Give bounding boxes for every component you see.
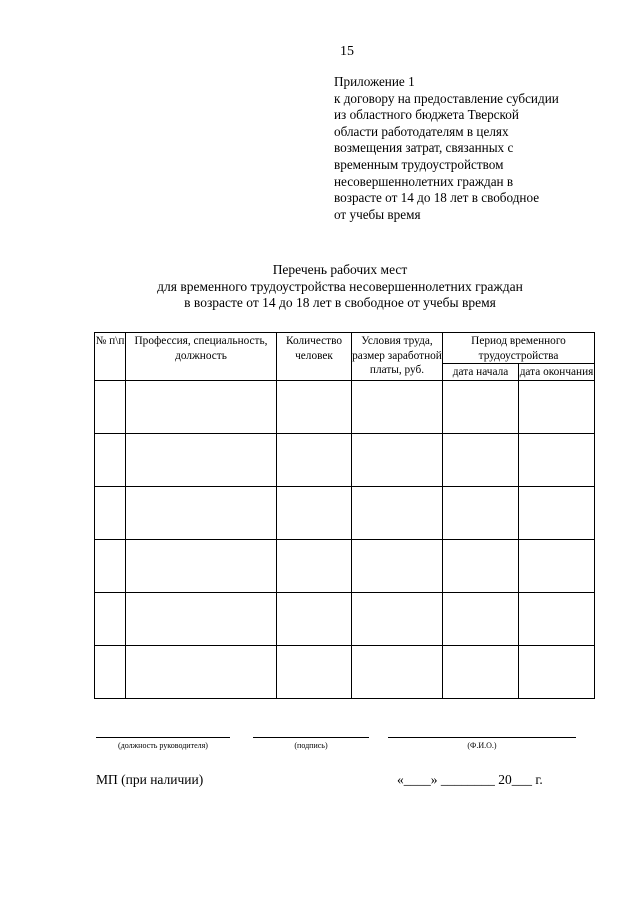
workplaces-table (94, 332, 595, 699)
table-cell[interactable] (443, 380, 519, 433)
appendix-line: из областного бюджета Тверской (334, 107, 519, 123)
title-line-1: Перечень рабочих мест (272, 262, 408, 277)
appendix-line: временным трудоустройством (334, 156, 504, 172)
table-cell[interactable] (443, 486, 519, 539)
table-cell[interactable] (95, 433, 126, 486)
position-signature-line[interactable] (96, 737, 230, 738)
appendix-line: возрасте от 14 до 18 лет в свободное (334, 190, 540, 206)
table-cell[interactable] (352, 539, 443, 592)
appendix-line: возмещения затрат, связанных с (334, 140, 514, 156)
header-profession: Профессия, специальность, должность (126, 333, 277, 381)
title-line-3: в возрасте от 14 до 18 лет в свободное от учебы время (184, 295, 496, 310)
position-label: (должность руководителя) (118, 741, 208, 750)
appendix-line: несовершеннолетних граждан в (334, 173, 514, 189)
table-cell[interactable] (519, 592, 595, 645)
title-line-2: для временного трудоустройства несовершеннолетних граждан (157, 278, 523, 294)
table-cell[interactable] (277, 645, 352, 698)
header-conditions: Условия труда, размер заработной платы, руб. (352, 333, 443, 381)
table-cell[interactable] (277, 433, 352, 486)
table-cell[interactable] (95, 592, 126, 645)
table-row (95, 539, 595, 592)
stamp-placeholder: МП (при наличии) (96, 772, 204, 787)
table-cell[interactable] (126, 380, 277, 433)
table-cell[interactable] (126, 645, 277, 698)
table-row (95, 486, 595, 539)
signature-label: (подпись) (294, 741, 328, 750)
signature-line[interactable] (253, 737, 369, 738)
table-cell[interactable] (519, 380, 595, 433)
table-cell[interactable] (443, 645, 519, 698)
table-cell[interactable] (95, 380, 126, 433)
header-count: Количество человек (277, 333, 352, 381)
appendix-line: области работодателям в целях (334, 123, 509, 139)
table-cell[interactable] (443, 433, 519, 486)
table-cell[interactable] (519, 539, 595, 592)
table-cell[interactable] (519, 433, 595, 486)
table-cell[interactable] (277, 539, 352, 592)
appendix-header (334, 74, 614, 223)
header-period: Период временного трудоустройства (443, 333, 595, 364)
date-field[interactable]: «____» ________ 20___ г. (397, 772, 543, 787)
name-label: (Ф.И.О.) (467, 741, 497, 750)
table-row (95, 433, 595, 486)
table-cell[interactable] (126, 539, 277, 592)
table-cell[interactable] (352, 645, 443, 698)
table-cell[interactable] (126, 592, 277, 645)
table-row (95, 380, 595, 433)
page-number: 15 (340, 44, 354, 59)
table-cell[interactable] (95, 539, 126, 592)
table-cell[interactable] (352, 486, 443, 539)
header-number: № п\п (95, 333, 126, 381)
table-cell[interactable] (277, 592, 352, 645)
header-end-date: дата окончания (519, 364, 595, 381)
table-cell[interactable] (95, 645, 126, 698)
table-cell[interactable] (126, 433, 277, 486)
table-cell[interactable] (352, 433, 443, 486)
table-cell[interactable] (443, 539, 519, 592)
name-signature-line[interactable] (388, 737, 576, 738)
table-row (95, 592, 595, 645)
appendix-line: Приложение 1 (334, 74, 415, 89)
table-cell[interactable] (126, 486, 277, 539)
table-cell[interactable] (95, 486, 126, 539)
table-cell[interactable] (277, 380, 352, 433)
header-start-date: дата начала (443, 364, 519, 381)
document-title (60, 262, 620, 312)
appendix-line: к договору на предоставление субсидии (334, 90, 559, 106)
table-cell[interactable] (352, 380, 443, 433)
table-row (95, 645, 595, 698)
table-cell[interactable] (277, 486, 352, 539)
table-cell[interactable] (352, 592, 443, 645)
table-cell[interactable] (519, 645, 595, 698)
table-cell[interactable] (443, 592, 519, 645)
table-cell[interactable] (519, 486, 595, 539)
appendix-line: от учебы время (334, 206, 421, 222)
